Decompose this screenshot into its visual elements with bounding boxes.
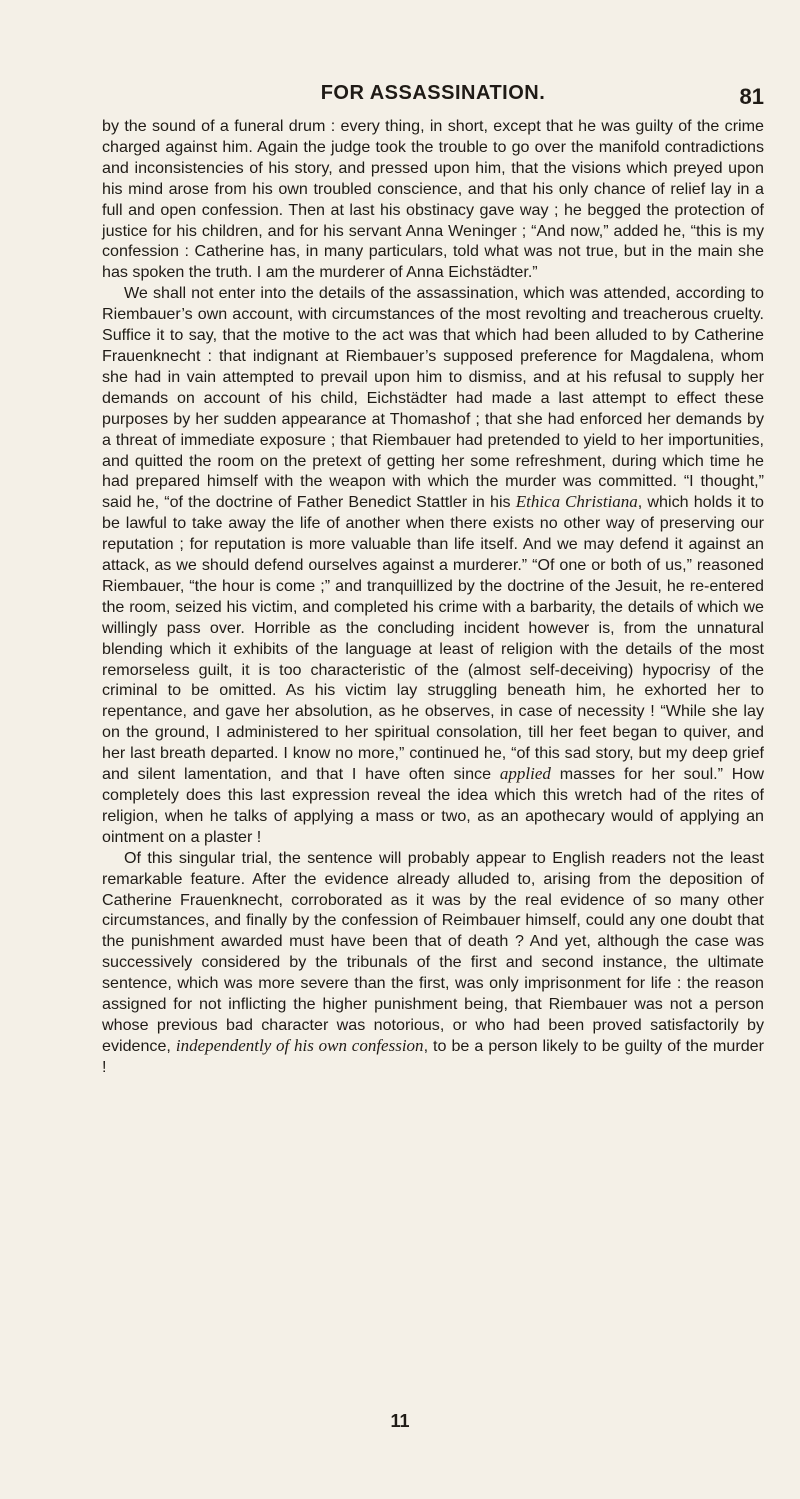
paragraph-text: by the sound of a funeral drum : every thing, in short, except that he was guilty of the crime charged against him. Again the judge took the trouble to go over the manifold contradictions and inconsistencies of his story, and pressed upon him, that the visions which preyed upon his mind arose from his own troubled conscience, and that his only chance of relief lay in a full and open confession. Then at last his obstinacy gave way ; he begged the protection of justice for his children, and for his servant Anna Weninger ; “And now,” added he, “this is my confession : Catherine has, in many particulars, told what was not true, but in the main she has spoken the truth. I am the murderer of Anna Eichstädter.”: [102, 117, 764, 282]
paragraph-assassination: [102, 283, 764, 847]
signature-mark: 11: [390, 1411, 410, 1431]
paragraph-continuation: [102, 116, 764, 283]
page-number: 81: [739, 84, 764, 109]
body-text: [102, 116, 764, 1078]
italic-independently: independently of his own confession: [175, 1035, 424, 1055]
running-title: FOR ASSASSINATION.: [320, 82, 546, 104]
paragraph-text: , which holds it to be lawful to take away the life of another when there exists no other way of preserving our reputation ; for reputation is more valuable than life itself. And we may defend it against an attack, as we should defend ourselves against a murderer.” “Of one or both of us,” reasoned Riembauer, “the hour is come ;” and tranquillized by the doctrine of the Jesuit, he re-entered the room, seized his victim, and completed his crime with a barbarity, the details of which we willingly pass over. Horrible as the concluding incident however is, from the unnatural blending which it exhibits of the language at least of religion with the details of the most remorseless guilt, it is too characteristic of the (almost self-deceiving) hypocrisy of the criminal to be omitted. As his victim lay struggling beneath him, he exhorted her to repentance, and gave her absolution, as he observes, in case of necessity ! “While she lay on the ground, I administered to her spiritual consolation, till her feet began to quiver, and her last breath departed. I know no more,” continued he, “of this sad story, but my deep grief and silent lamentation, and that I have often since: [102, 493, 765, 784]
italic-applied: applied: [499, 764, 551, 784]
page-header: [102, 82, 764, 112]
book-title-ethica-christiana: Ethica Christiana: [515, 492, 638, 512]
paragraph-text: masses for her soul.” How completely does this last expression reveal the idea which this wretch had of the rites of religion, when he talks of applying a mass or two, as an apothecary would of applying an ointment on a plaster !: [102, 765, 764, 846]
paragraph-sentence: [102, 848, 764, 1078]
paragraph-text: , to be a person likely to be guilty of the murder !: [102, 1036, 764, 1076]
paragraph-text: Of this singular trial, the sentence will probably appear to English readers not the least remarkable feature. After the evidence already alluded to, arising from the deposition of Catherine Frauenknecht, corroborated as it was by the real evidence of so many other circumstances, and finally by the confession of Reimbauer himself, could any one doubt that the punishment awarded must have been that of death ? And yet, although the case was successively considered by the tribunals of the first and second instance, the ultimate sentence, which was more severe than the first, was only imprisonment for life : the reason assigned for not inflicting the higher punishment being, that Riembauer was not a person whose previous bad character was notorious, or who had been proved satisfactorily by evidence,: [102, 848, 764, 1055]
paragraph-text: We shall not enter into the details of the assassination, which was attended, according to Riembauer’s own account, with circumstances of the most revolting and treacherous cruelty. Suffice it to say, that the motive to the act was that which had been alluded to by Catherine Frauenknecht : that indignant at Riembauer’s supposed preference for Magdalena, whom she had in vain attempted to prevail upon him to dismiss, and at his refusal to supply her demands on account of his child, Eichstädter had made a last attempt to effect these purposes by her sudden appearance at Thomashof ; that she had enforced her demands by a threat of immediate exposure ; that Riembauer had pretended to yield to her importunities, and quitted the room on the pretext of getting her some refreshment, during which time he had prepared himself with the weapon with which the murder was committed. “I thought,” said he, “of the doctrine of Father Benedict Stattler in his: [102, 284, 764, 512]
